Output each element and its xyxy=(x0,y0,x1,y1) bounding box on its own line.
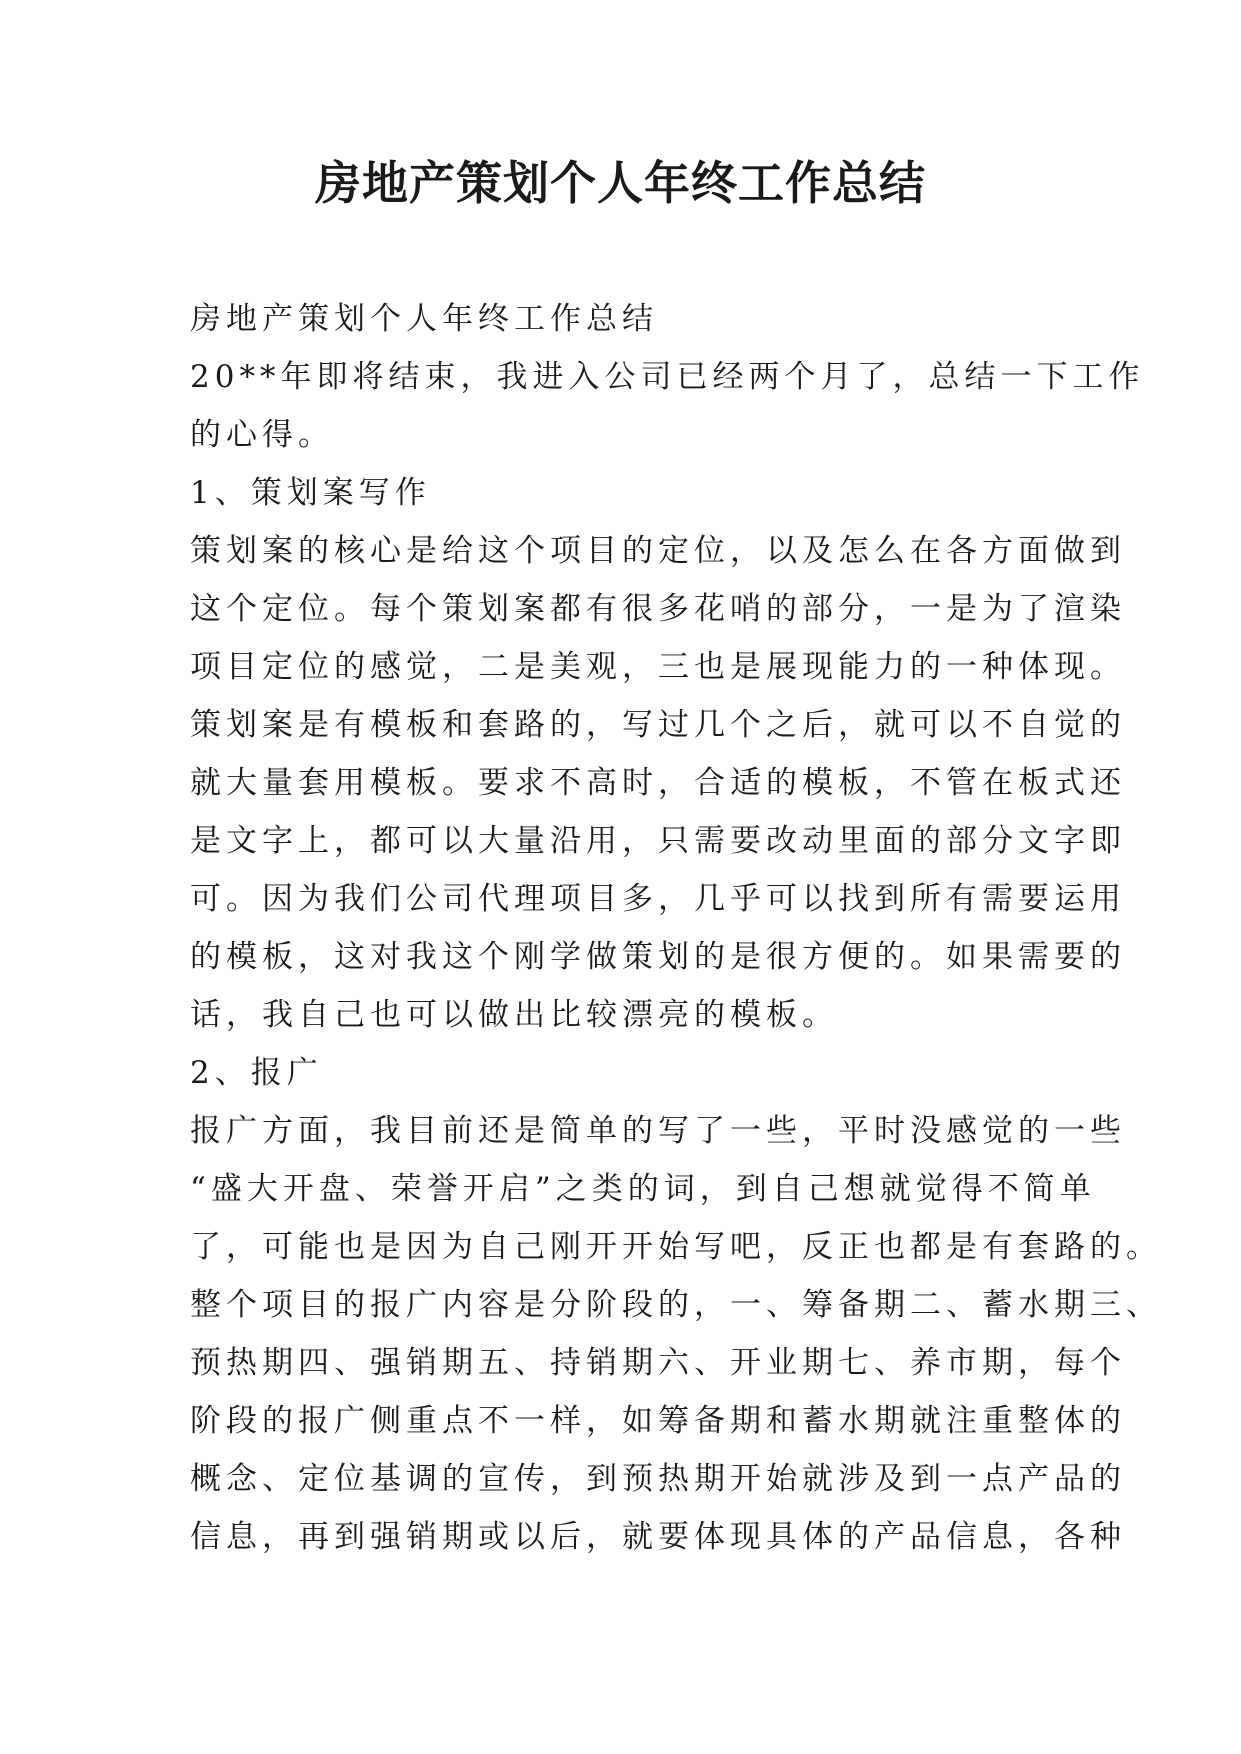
body-line: 策划案是有模板和套路的，写过几个之后，就可以不自觉的 xyxy=(190,707,1126,743)
body-line: 报广方面，我目前还是简单的写了一些，平时没感觉的一些 xyxy=(190,1113,1126,1149)
body-line: 可。因为我们公司代理项目多，几乎可以找到所有需要运用 xyxy=(190,881,1126,917)
body-line: 是文字上，都可以大量沿用，只需要改动里面的部分文字即 xyxy=(190,823,1126,859)
body-line: 的心得。 xyxy=(190,417,334,453)
body-line: 话，我自己也可以做出比较漂亮的模板。 xyxy=(190,997,838,1033)
body-line: 房地产策划个人年终工作总结 xyxy=(190,301,658,337)
body-line: 策划案的核心是给这个项目的定位，以及怎么在各方面做到 xyxy=(190,533,1126,569)
body-line: 项目定位的感觉，二是美观，三也是展现能力的一种体现。 xyxy=(190,649,1126,685)
body-line: 这个定位。每个策划案都有很多花哨的部分，一是为了渲染 xyxy=(190,591,1126,627)
body-line: 预热期四、强销期五、持销期六、开业期七、养市期，每个 xyxy=(190,1345,1126,1381)
document-body xyxy=(190,290,1162,1566)
body-line: 信息，再到强销期或以后，就要体现具体的产品信息，各种 xyxy=(190,1519,1126,1555)
body-line: 了，可能也是因为自己刚开开始写吧，反正也都是有套路的。 xyxy=(190,1229,1162,1265)
body-line: 整个项目的报广内容是分阶段的，一、筹备期二、蓄水期三、 xyxy=(190,1287,1162,1323)
body-line: “盛大开盘、荣誉开启”之类的词，到自己想就觉得不简单 xyxy=(190,1171,1096,1207)
section-heading-2: 2、报广 xyxy=(190,1055,323,1091)
body-line: 阶段的报广侧重点不一样，如筹备期和蓄水期就注重整体的 xyxy=(190,1403,1126,1439)
body-line: 就大量套用模板。要求不高时，合适的模板，不管在板式还 xyxy=(190,765,1126,801)
body-line: 概念、定位基调的宣传，到预热期开始就涉及到一点产品的 xyxy=(190,1461,1126,1497)
section-heading-1: 1、策划案写作 xyxy=(190,475,431,511)
document-title: 房地产策划个人年终工作总结 xyxy=(315,156,926,210)
body-line: 20**年即将结束，我进入公司已经两个月了，总结一下工作 xyxy=(190,359,1145,395)
body-line: 的模板，这对我这个刚学做策划的是很方便的。如果需要的 xyxy=(190,939,1126,975)
